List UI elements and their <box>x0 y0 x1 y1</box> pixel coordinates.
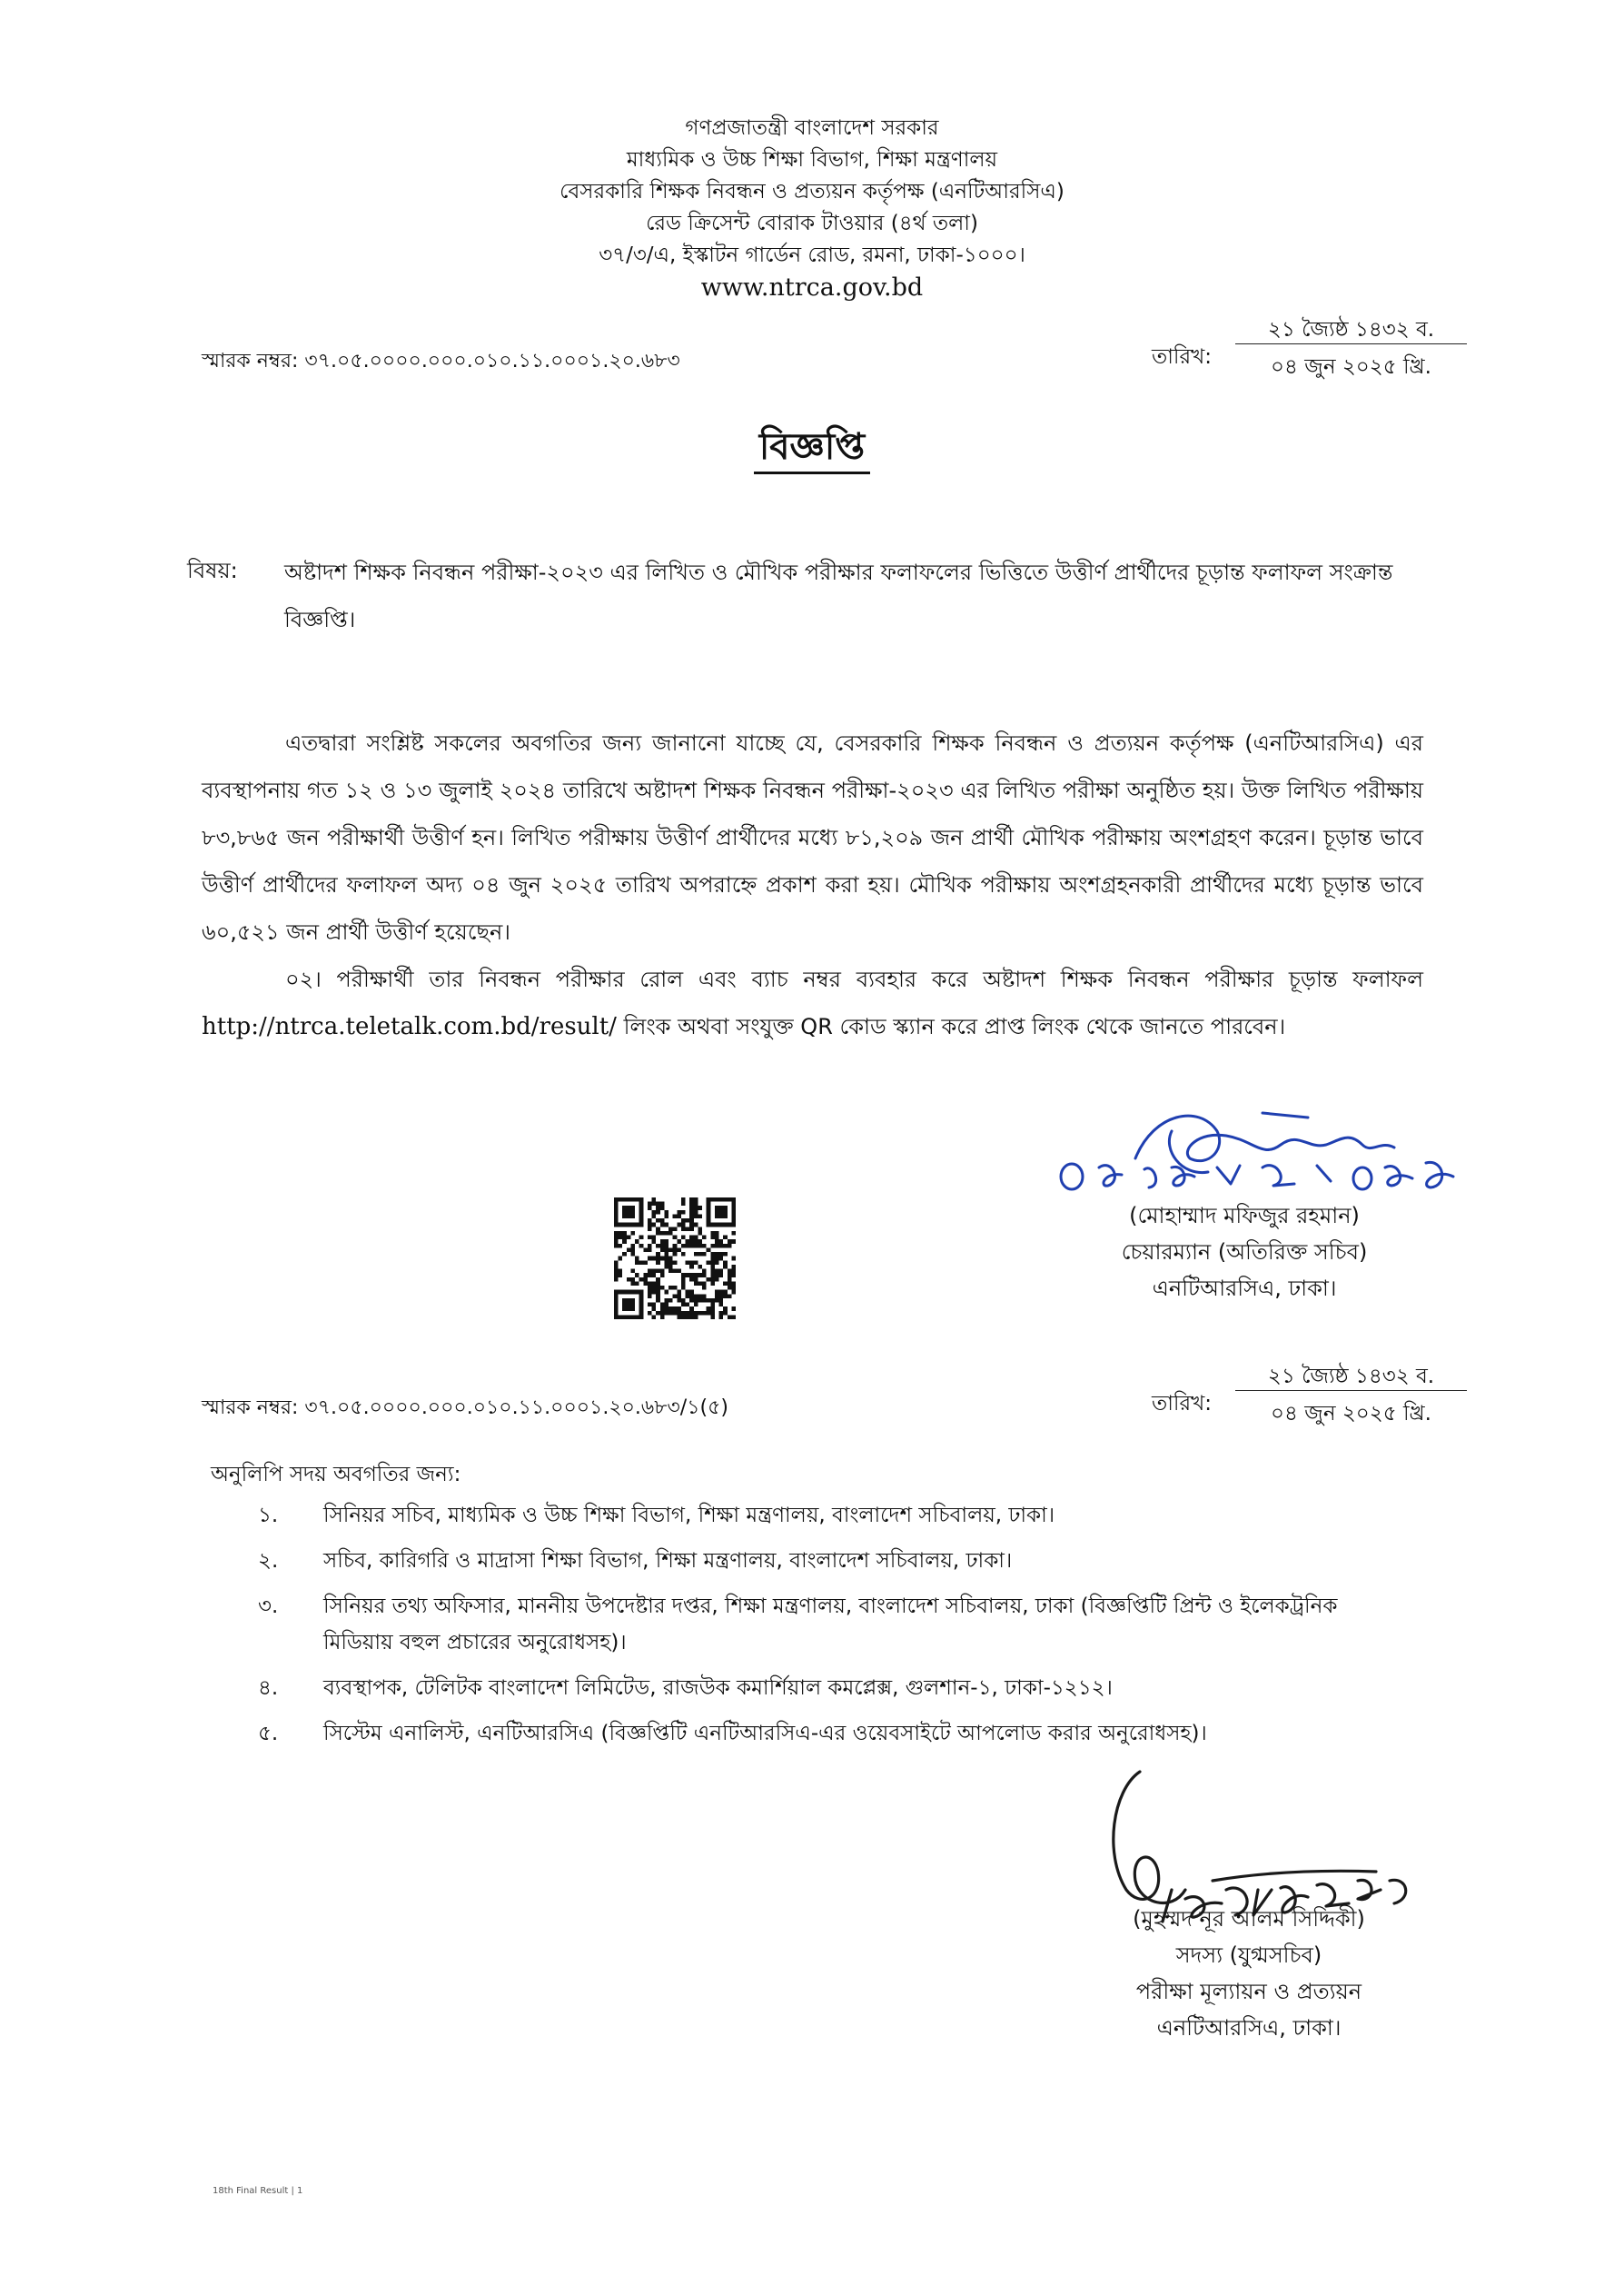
signatory-1-office: এনটিআরসিএ, ঢাকা। <box>1152 1276 1337 1301</box>
chairman-signature-icon <box>1035 1095 1480 1204</box>
list-item <box>258 1715 1466 1752</box>
date-block-1 <box>1235 313 1467 381</box>
letterhead <box>0 113 1624 303</box>
list-item-text: সিস্টেম এনালিস্ট, এনটিআরসিএ (বিজ্ঞপ্তিটি এনটিআরসিএ-এর ওয়েবসাইটে আপলোড করার অনুরোধসহ)। <box>323 1722 1207 1745</box>
qr-code-icon[interactable] <box>614 1197 736 1319</box>
list-item-text: ব্যবস্থাপক, টেলিটক বাংলাদেশ লিমিটেড, রাজউক কমার্শিয়াল কমপ্লেক্স, গুলশান-১, ঢাকা-১২১২। <box>323 1676 1113 1700</box>
signatory-1-name: (মোহাম্মাদ মফিজুর রহমান) <box>1129 1203 1360 1228</box>
date-label-2: তারিখ: <box>1152 1392 1213 1416</box>
list-item <box>258 1497 1466 1534</box>
signatory-2-designation: সদস্য (যুগ্মসচিব) <box>1175 1942 1322 1968</box>
date-gregorian: ০৪ জুন ২০২৫ খ্রি. <box>1271 355 1431 379</box>
body-paragraph-2 <box>202 956 1423 1050</box>
memo-label: স্মারক নম্বর: <box>202 350 299 373</box>
memo-label: স্মারক নম্বর: <box>202 1396 299 1419</box>
list-item-number: ৪. <box>258 1676 279 1700</box>
list-item <box>258 1588 1466 1661</box>
signatory-2-office: এনটিআরসিএ, ঢাকা। <box>1156 2015 1342 2041</box>
subject-text: অষ্টাদশ শিক্ষক নিবন্ধন পরীক্ষা-২০২৩ এর লিখিত ও মৌখিক পরীক্ষার ফলাফলের ভিত্তিতে উত্তীর্ণ প্রার্থীদের চূড়ান্ত ফলাফল সংক্রান্ত বিজ্ঞপ্তি। <box>284 560 1393 632</box>
para2-text-end: লিংক অথবা সংযুক্ত QR কোড স্ক্যান করে প্রাপ্ত লিংক থেকে জানতে পারবেন। <box>616 1014 1286 1039</box>
letterhead-authority: বেসরকারি শিক্ষক নিবন্ধন ও প্রত্যয়ন কর্তৃপক্ষ (এনটিআরসিএ) <box>559 180 1065 204</box>
list-item-text: সিনিয়র তথ্য অফিসার, মাননীয় উপদেষ্টার দপ্তর, শিক্ষা মন্ত্রণালয়, বাংলাদেশ সচিবালয়, ঢাকা (বিজ্ঞপ্তিটি প্রিন্ট ও ইলেকট্রনিক মিডিয়ায় বহুল প্রচারের অনুরোধসহ)। <box>323 1595 1338 1654</box>
footer-note: 18th Final Result | 1 <box>213 2186 303 2196</box>
result-link[interactable]: http://ntrca.teletalk.com.bd/result/ <box>202 1013 617 1040</box>
list-item-number: ১. <box>258 1504 279 1527</box>
signatory-1-designation: চেয়ারম্যান (অতিরিক্ত সচিব) <box>1121 1239 1368 1265</box>
memo-number-2 <box>202 1392 728 1426</box>
date-bangla: ২১ জ্যৈষ্ঠ ১৪৩২ ব. <box>1235 1359 1467 1391</box>
date-gregorian: ০৪ জুন ২০২৫ খ্রি. <box>1271 1402 1431 1426</box>
list-item-number: ৫. <box>258 1722 279 1745</box>
para2-text-start: ০২। পরীক্ষার্থী তার নিবন্ধন পরীক্ষার রোল এবং ব্যাচ নম্বর ব্যবহার করে অষ্টাদশ শিক্ষক নিবন্ধন পরীক্ষার চূড়ান্ত ফলাফল <box>285 967 1423 992</box>
notice-title-text: বিজ্ঞপ্তি <box>754 426 870 474</box>
list-item-text: সচিব, কারিগরি ও মাদ্রাসা শিক্ষা বিভাগ, শিক্ষা মন্ত্রণালয়, বাংলাদেশ সচিবালয়, ঢাকা। <box>323 1549 1013 1573</box>
list-item <box>258 1543 1466 1579</box>
letterhead-govt: গণপ্রজাতন্ত্রী বাংলাদেশ সরকার <box>685 116 939 140</box>
subject-label: বিষয়: <box>187 558 238 583</box>
memo-value: ৩৭.০৫.০০০০.০০০.০১০.১১.০০০১.২০.৬৮৩ <box>304 350 680 373</box>
body-paragraph-1: এতদ্বারা সংশ্লিষ্ট সকলের অবগতির জন্য জানানো যাচ্ছে যে, বেসরকারি শিক্ষক নিবন্ধন ও প্রত্যয়ন কর্তৃপক্ষ (এনটিআরসিএ) এর ব্যবস্থাপনায় গত ১২ ও ১৩ জুলাই ২০২৪ তারিখে অষ্টাদশ শিক্ষক নিবন্ধন পরীক্ষা-২০২৩ এর লিখিত পরীক্ষা অনুষ্ঠিত হয়। উক্ত লিখিত পরীক্ষায় ৮৩,৮৬৫ জন পরীক্ষার্থী উত্তীর্ণ হন। লিখিত পরীক্ষায় উত্তীর্ণ প্রার্থীদের মধ্যে ৮১,২০৯ জন প্রার্থী মৌখিক পরীক্ষায় অংশগ্রহণ করেন। চূড়ান্ত ভাবে উত্তীর্ণ প্রার্থীদের ফলাফল অদ্য ০৪ জুন ২০২৫ তারিখ অপরাহ্নে প্রকাশ করা হয়। মৌখিক পরীক্ষায় অংশগ্রহনকারী প্রার্থীদের মধ্যে চূড়ান্ত ভাবে ৬০,৫২১ জন প্রার্থী উত্তীর্ণ হয়েছেন। <box>202 730 1423 945</box>
list-item-number: ৩. <box>258 1595 279 1618</box>
list-item-text: সিনিয়র সচিব, মাধ্যমিক ও উচ্চ শিক্ষা বিভাগ, শিক্ষা মন্ত্রণালয়, বাংলাদেশ সচিবালয়, ঢাকা। <box>323 1504 1055 1527</box>
letterhead-division: মাধ্যমিক ও উচ্চ শিক্ষা বিভাগ, শিক্ষা মন্ত্রণালয় <box>626 148 998 172</box>
notice-title <box>0 418 1624 479</box>
copy-heading: অনুলিপি সদয় অবগতির জন্য: <box>211 1463 461 1486</box>
signatory-2-division: পরীক্ষা মূল্যায়ন ও প্রত্যয়ন <box>1135 1979 1362 2004</box>
date-bangla: ২১ জ্যৈষ্ঠ ১৪৩২ ব. <box>1235 313 1467 344</box>
memo-number-1 <box>202 345 680 379</box>
letterhead-address: ৩৭/৩/এ, ইস্কাটন গার্ডেন রোড, রমনা, ঢাকা-১০০০। <box>599 243 1025 267</box>
signatory-2-block <box>1058 1901 1440 2046</box>
letterhead-building: রেড ক্রিসেন্ট বোরাক টাওয়ার (৪র্থ তলা) <box>646 212 978 235</box>
signatory-2-name: (মুহম্মদ নূর আলম সিদ্দিকী) <box>1133 1906 1365 1932</box>
signatory-1-block <box>1054 1197 1435 1306</box>
list-item <box>258 1670 1466 1706</box>
date-label-1: তারিখ: <box>1152 345 1213 369</box>
letterhead-website: www.ntrca.gov.bd <box>700 273 924 302</box>
memo-value: ৩৭.০৫.০০০০.০০০.০১০.১১.০০০১.২০.৬৮৩/১(৫) <box>304 1396 728 1419</box>
list-item-number: ২. <box>258 1549 279 1573</box>
copy-list <box>258 1497 1466 1752</box>
date-block-2 <box>1235 1359 1467 1427</box>
